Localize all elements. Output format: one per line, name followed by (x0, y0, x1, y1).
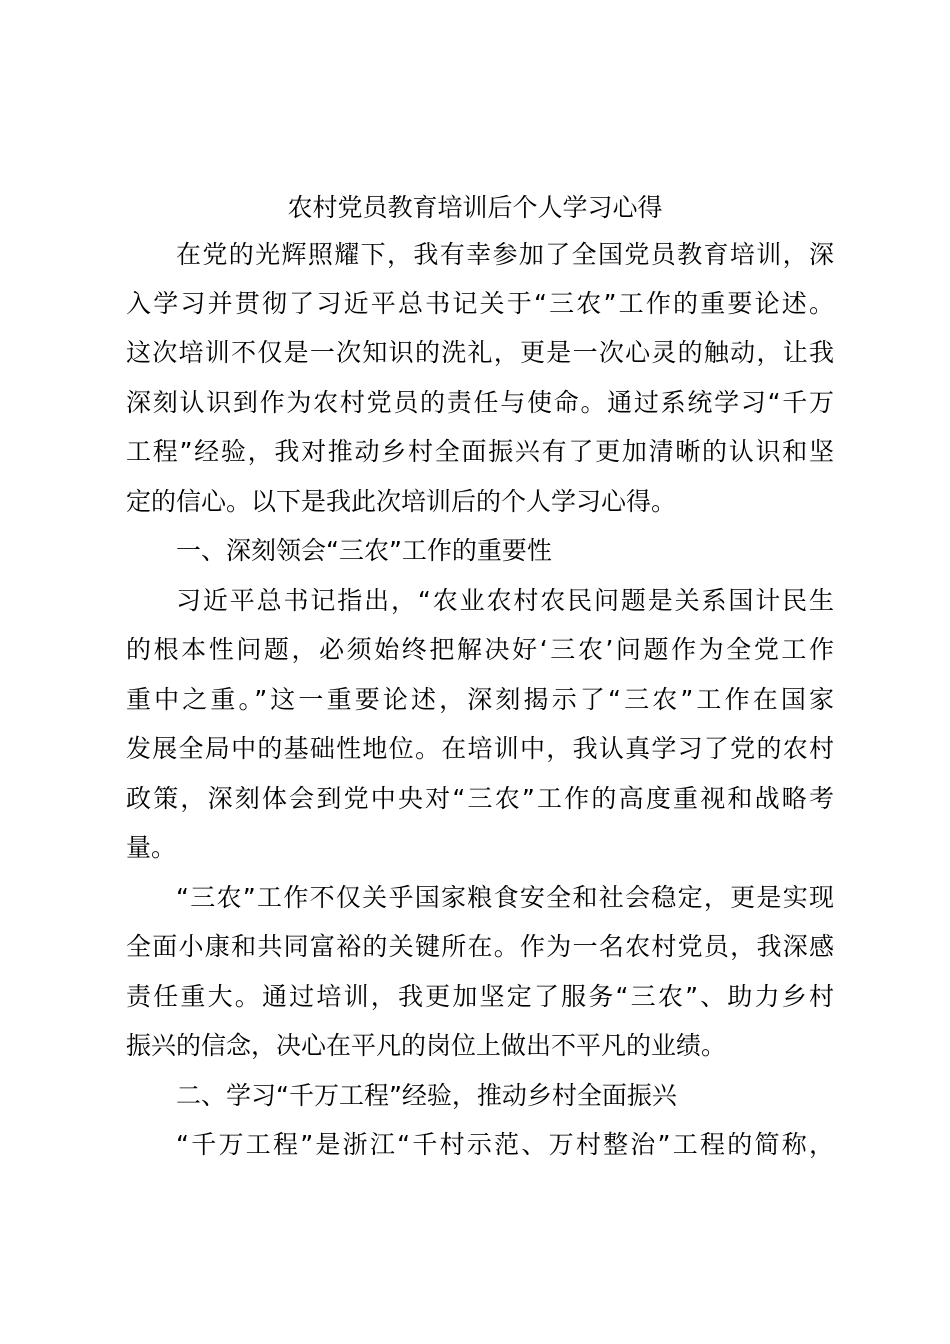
paragraph-line: 全面小康和共同富裕的关键所在。作为一名农村党员，我深感 (126, 932, 834, 961)
paragraph-line: “千万工程”是浙江“千村示范、万村整治”工程的简称， (176, 1130, 834, 1159)
paragraph-line: 习近平总书记指出，“农业农村农民问题是关系国计民生 (176, 586, 834, 615)
paragraph-line: 深刻认识到作为农村党员的责任与使命。通过系统学习“千万 (126, 388, 834, 417)
paragraph-line: 量。 (126, 833, 177, 862)
paragraph-line: 发展全局中的基础性地位。在培训中，我认真学习了党的农村 (126, 734, 834, 763)
paragraph-line: 在党的光辉照耀下，我有幸参加了全国党员教育培训，深 (176, 240, 834, 269)
paragraph-line: 入学习并贯彻了习近平总书记关于“三农”工作的重要论述。 (126, 289, 834, 318)
paragraph-line: 的根本性问题，必须始终把解决好‘三农’问题作为全党工作 (126, 635, 834, 664)
paragraph-line: 责任重大。通过培训，我更加坚定了服务“三农”、助力乡村 (126, 982, 834, 1011)
document-title: 农村党员教育培训后个人学习心得 (287, 193, 663, 222)
paragraph-line: 工程”经验，我对推动乡村全面振兴有了更加清晰的认识和坚 (126, 437, 834, 466)
paragraph-line: 定的信心。以下是我此次培训后的个人学习心得。 (126, 487, 677, 516)
paragraph-line: “三农”工作不仅关乎国家粮食安全和社会稳定，更是实现 (176, 883, 834, 912)
paragraph-line: 政策，深刻体会到党中央对“三农”工作的高度重视和战略考 (126, 784, 834, 813)
section-heading: 一、深刻领会“三农”工作的重要性 (176, 536, 552, 565)
paragraph-line: 这次培训不仅是一次知识的洗礼，更是一次心灵的触动，让我 (126, 338, 834, 367)
section-heading: 二、学习“千万工程”经验，推动乡村全面振兴 (176, 1081, 677, 1110)
paragraph-line: 重中之重。”这一重要论述，深刻揭示了“三农”工作在国家 (126, 685, 834, 714)
paragraph-line: 振兴的信念，决心在平凡的岗位上做出不平凡的业绩。 (126, 1031, 727, 1060)
